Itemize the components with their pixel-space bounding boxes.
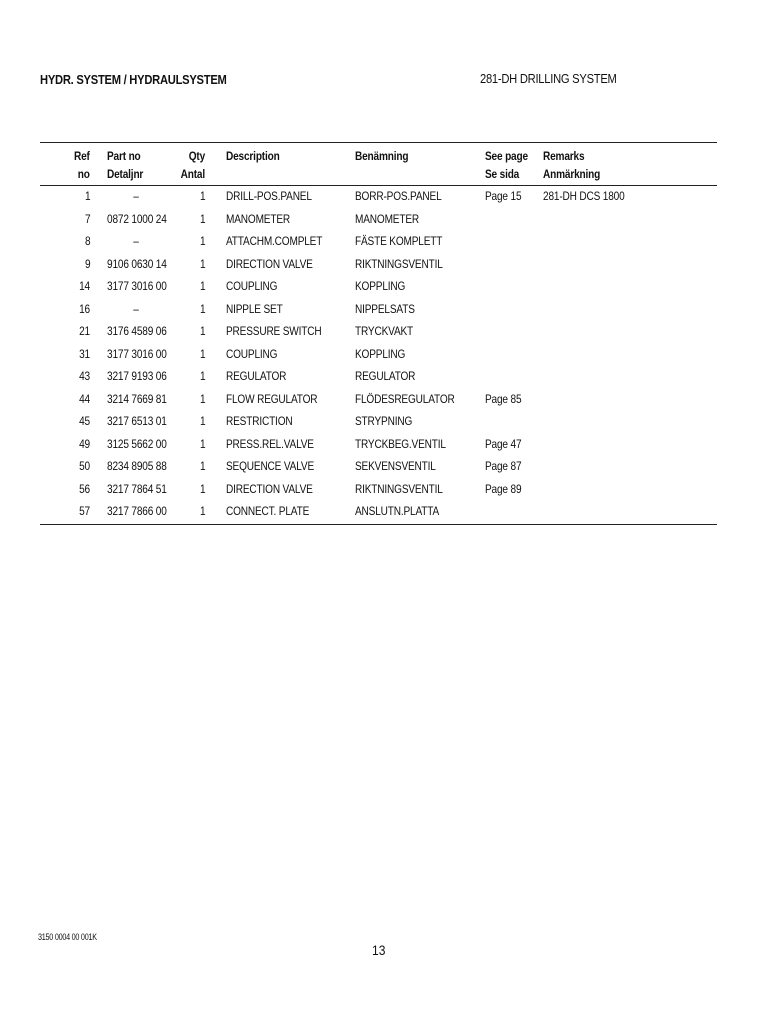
column-header-ref-line1: Ref: [74, 149, 90, 163]
column-header-remarks-line2: Anmärkning: [543, 167, 601, 181]
table-row: [40, 321, 717, 344]
see-page-cell: Page 87: [485, 459, 522, 473]
benamning-cell: STRYPNING: [355, 414, 413, 428]
column-header-remarks-line1: Remarks: [543, 149, 585, 163]
description-cell: COUPLING: [226, 279, 278, 293]
see-page-cell: Page 89: [485, 481, 522, 496]
section-title: HYDR. SYSTEM / HYDRAULSYSTEM: [40, 72, 227, 87]
part-number-cell: 3176 4589 06: [107, 324, 167, 338]
description-cell: ATTACHM.COMPLET: [226, 234, 323, 248]
ref-cell: 1: [84, 189, 90, 203]
column-header-ref-line2: no: [78, 167, 90, 181]
part-number-cell: 3177 3016 00: [107, 279, 167, 293]
benamning-cell: MANOMETER: [355, 211, 420, 226]
table-row: [40, 231, 717, 254]
document-code: 3150 0004 00 001K: [38, 932, 97, 942]
qty-cell: 1: [199, 211, 205, 226]
description-cell: PRESS.REL.VALVE: [226, 436, 314, 451]
qty-cell: 1: [199, 414, 205, 428]
part-number-cell: 3217 7866 00: [107, 504, 167, 518]
remarks-cell: 281-DH DCS 1800: [543, 189, 625, 203]
table-row: [40, 456, 717, 479]
qty-cell: 1: [199, 256, 205, 271]
see-page-cell: Page 15: [485, 189, 522, 203]
qty-cell: 1: [199, 391, 205, 406]
part-number-cell: 3177 3016 00: [107, 346, 167, 361]
column-header-remarks: [543, 147, 600, 183]
see-page-cell: Page 85: [485, 391, 522, 406]
benamning-cell: TRYCKBEG.VENTIL: [355, 436, 446, 451]
part-number-cell: 9106 0630 14: [107, 256, 167, 271]
part-number-cell: 3217 7864 51: [107, 481, 167, 496]
qty-cell: 1: [199, 369, 205, 383]
ref-cell: 9: [84, 256, 90, 271]
part-number-cell: 3217 6513 01: [107, 414, 167, 428]
table-row: [40, 411, 717, 434]
table-row: [40, 366, 717, 389]
benamning-cell: KOPPLING: [355, 346, 406, 361]
ref-cell: 45: [79, 414, 90, 428]
ref-cell: 57: [79, 504, 90, 518]
part-number-cell: 8234 8905 88: [107, 459, 167, 473]
qty-cell: 1: [199, 234, 205, 248]
ref-cell: 49: [79, 436, 90, 451]
part-number-cell: –: [133, 301, 139, 316]
description-cell: COUPLING: [226, 346, 278, 361]
column-header-qty-line1: Qty: [188, 149, 205, 163]
description-cell: NIPPLE SET: [226, 301, 283, 316]
description-cell: REGULATOR: [226, 369, 287, 383]
description-cell: CONNECT. PLATE: [226, 504, 310, 518]
ref-cell: 44: [79, 391, 90, 406]
page-number: 13: [372, 942, 386, 958]
table-row: [40, 254, 717, 277]
qty-cell: 1: [199, 324, 205, 338]
column-header-part: [107, 147, 143, 183]
part-number-cell: 0872 1000 24: [107, 211, 167, 226]
column-header-ref: [74, 147, 90, 183]
qty-cell: 1: [199, 504, 205, 518]
ref-cell: 56: [79, 481, 90, 496]
column-header-part-line1: Part no: [107, 149, 141, 163]
ref-cell: 14: [79, 279, 90, 293]
ref-cell: 31: [79, 346, 90, 361]
ref-cell: 50: [79, 459, 90, 473]
benamning-cell: RIKTNINGSVENTIL: [355, 256, 443, 271]
parts-table: [40, 142, 717, 525]
column-header-see-page: [485, 147, 528, 183]
ref-cell: 43: [79, 369, 90, 383]
table-row: [40, 344, 717, 367]
column-header-benamning: [355, 147, 408, 165]
qty-cell: 1: [199, 189, 205, 203]
part-number-cell: –: [133, 234, 139, 248]
column-header-see-page-line1: See page: [485, 149, 528, 163]
description-cell: PRESSURE SWITCH: [226, 324, 322, 338]
qty-cell: 1: [199, 279, 205, 293]
column-header-description: [226, 147, 280, 165]
description-cell: DIRECTION VALVE: [226, 481, 313, 496]
table-row: [40, 501, 717, 524]
benamning-cell: FLÖDESREGULATOR: [355, 391, 455, 406]
description-cell: DRILL-POS.PANEL: [226, 189, 312, 203]
benamning-cell: FÄSTE KOMPLETT: [355, 234, 443, 248]
benamning-cell: RIKTNINGSVENTIL: [355, 481, 443, 496]
part-number-cell: 3125 5662 00: [107, 436, 167, 451]
description-cell: RESTRICTION: [226, 414, 293, 428]
benamning-cell: TRYCKVAKT: [355, 324, 414, 338]
column-header-qty: [181, 147, 205, 183]
benamning-cell: KOPPLING: [355, 279, 406, 293]
table-row: [40, 209, 717, 232]
description-cell: SEQUENCE VALVE: [226, 459, 315, 473]
qty-cell: 1: [199, 436, 205, 451]
table-row: [40, 186, 717, 209]
system-title: 281-DH DRILLING SYSTEM: [480, 71, 617, 86]
description-cell: MANOMETER: [226, 211, 291, 226]
table-row: [40, 299, 717, 322]
ref-cell: 21: [79, 324, 90, 338]
benamning-cell: SEKVENSVENTIL: [355, 459, 436, 473]
qty-cell: 1: [199, 481, 205, 496]
part-number-cell: –: [133, 189, 139, 203]
part-number-cell: 3217 9193 06: [107, 369, 167, 383]
ref-cell: 7: [84, 211, 90, 226]
description-cell: DIRECTION VALVE: [226, 256, 313, 271]
qty-cell: 1: [199, 459, 205, 473]
benamning-cell: ANSLUTN.PLATTA: [355, 504, 440, 518]
column-header-see-page-line2: Se sida: [485, 167, 520, 181]
ref-cell: 16: [79, 301, 90, 316]
table-row: [40, 276, 717, 299]
table-row: [40, 479, 717, 502]
description-cell: FLOW REGULATOR: [226, 391, 318, 406]
benamning-cell: BORR-POS.PANEL: [355, 189, 442, 203]
table-row: [40, 389, 717, 412]
column-header-qty-line2: Antal: [180, 167, 205, 181]
qty-cell: 1: [199, 301, 205, 316]
column-header-part-line2: Detaljnr: [107, 167, 144, 181]
benamning-cell: REGULATOR: [355, 369, 416, 383]
table-row: [40, 434, 717, 457]
column-header-description-line1: Description: [226, 149, 280, 163]
table-body: [40, 186, 717, 524]
part-number-cell: 3214 7669 81: [107, 391, 167, 406]
see-page-cell: Page 47: [485, 436, 522, 451]
benamning-cell: NIPPELSATS: [355, 301, 415, 316]
column-header-benamning-line1: Benämning: [355, 149, 409, 163]
qty-cell: 1: [199, 346, 205, 361]
table-header: [40, 143, 717, 186]
ref-cell: 8: [84, 234, 90, 248]
